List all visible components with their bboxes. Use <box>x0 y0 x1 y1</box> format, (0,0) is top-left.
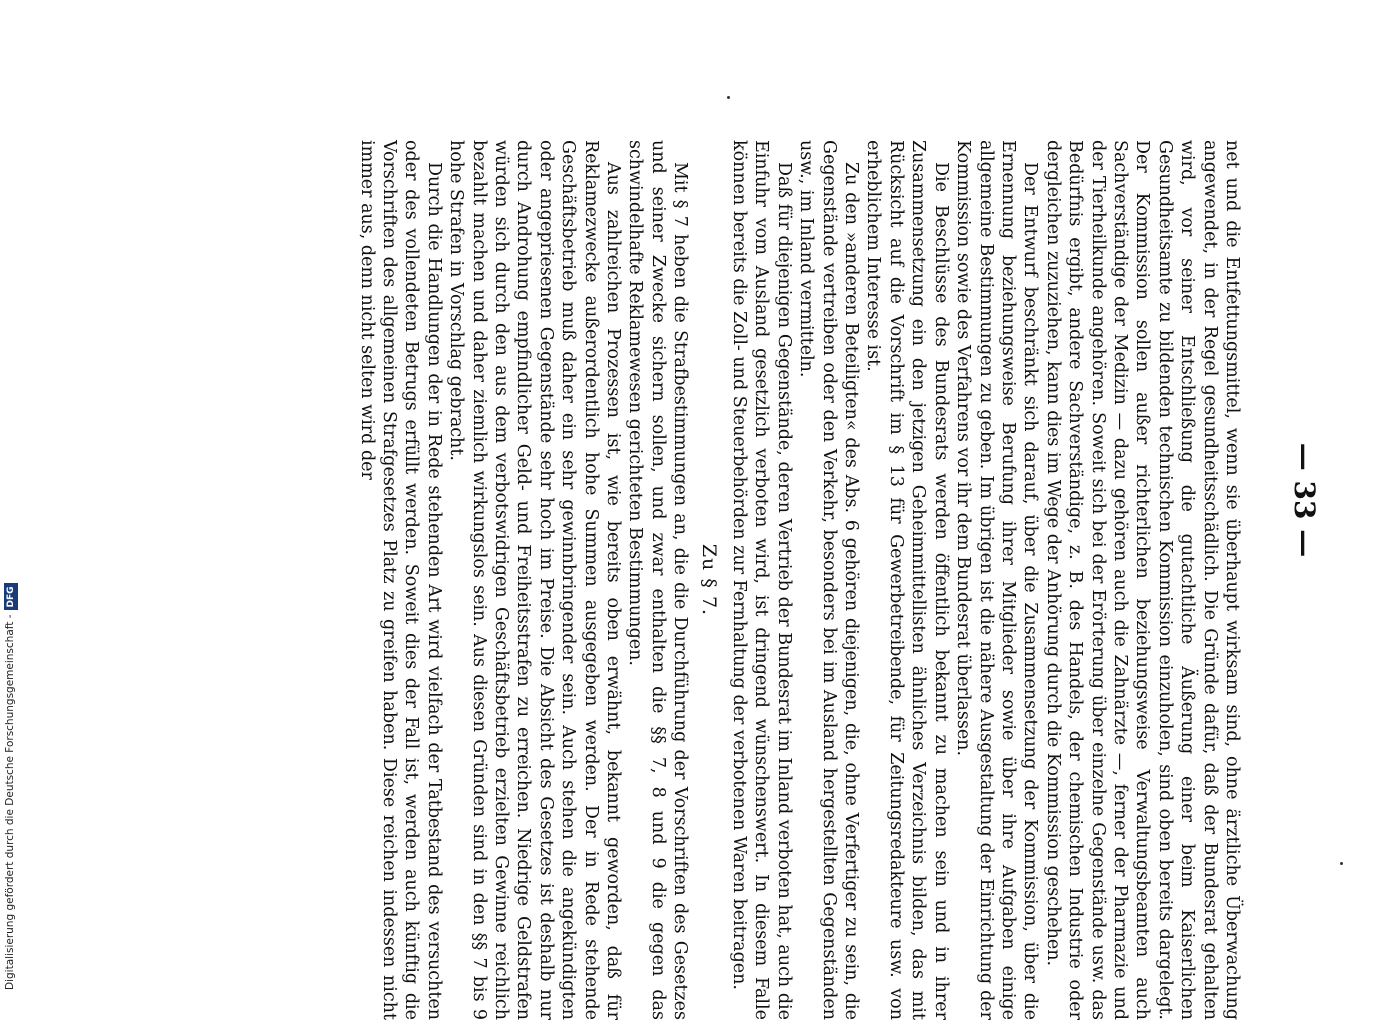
paragraph: net und die Entfettungsmittel, wenn sie überhaupt wirksam sind, ohne ärztliche Überwachung angewendet, in der Regel gesundheitsschädlich. Die Gründe dafür, daß der Bundesrat gehalten wird, vor seiner Entschließung die gutachtliche Äußerung einer beim Kaiserlichen Gesundheitsamte zu bildenden technischen Kommission einzuholen, sind oben bereits dargelegt. Der Kommission sollen außer richterlichen beziehungsweise Verwaltungsbeamten auch Sachverständige der Medizin — dazu gehören auch die Zahnärzte —, ferner der Pharmazie und der Tierheilkunde angehören. Soweit sich bei der Erörterung über einzelne Gegenstände usw. das Bedürfnis ergibt, andere Sachverständige, z. B. des Handels, der chemischen Industrie oder dergleichen zuzuziehen, kann dies im Wege der Anhörung durch die Kommission geschehen. <box>1042 140 1242 1020</box>
page-number: — 33 — <box>1288 442 1321 558</box>
scan-speck <box>727 96 730 99</box>
scan-speck <box>1340 862 1343 865</box>
paragraph: Mit § 7 heben die Strafbestimmungen an, die die Durchführung der Vorschriften des Gesetzes und seiner Zwecke sichern sollen, und zwar enthalten die §§ 7, 8 und 9 die gegen das schwindelhafte Reklamewesen gerichteten Bestimmungen. <box>625 140 691 1020</box>
paragraph: Zu den »anderen Beteiligten« des Abs. 6 gehören diejenigen, die, ohne Verfertiger zu sein, die Gegenstände vertreiben oder den Verkehr, besonders bei im Ausland hergestellten Gegenständen usw., im Inland vermitteln. <box>796 140 862 1020</box>
paragraph: Aus zahlreichen Prozessen ist, wie bereits oben erwähnt, bekannt geworden, daß für Reklamezwecke außerordentlich hohe Summen ausgegeben werden. Der in Rede stehende Geschäftsbetrieb muß daher ein sehr gewinnbringender sein. Auch stehen die angekündigten oder angepriesenen Gegenstände sehr hoch im Preise. Die Absicht des Gesetzes ist deshalb nur durch Androhung empfindlicher Geld- und Freiheitsstrafen zu erreichen. Niedrige Geldstrafen würden sich durch den aus dem verbotswidrigen Geschäftsbetrieb erzielten Gewinne reichlich bezahlt machen und daher ziemlich wirkungslos sein. Aus diesen Gründen sind in den §§ 7 bis 9 hohe Strafen in Vorschlag gebracht. <box>446 140 624 1020</box>
digitization-credit-text: Digitalisierung gefördert durch die Deutsche Forschungsgemeinschaft - <box>4 614 16 990</box>
paragraph: Die Beschlüsse des Bundesrats werden öffentlich bekannt zu machen sein und in ihrer Zusammensetzung ein den jetzigen Geheimmittellisten ähnliches Verzeichnis bilden, das mit Rücksicht auf die Vorschrift im § 13 für Gewerbetreibende, für Zeitungsredakteure usw. von erheblichem Interesse ist. <box>863 140 951 1020</box>
paragraph: Daß für diejenigen Gegenstände, deren Vertrieb der Bundesrat im Inland verboten hat, auch die Einfuhr vom Ausland gesetzlich verboten wird, ist dringend wünschenswert. In diesem Falle können bereits die Zoll- und Steuerbehörden zur Fernhaltung der verbotenen Waren beitragen. <box>729 140 794 1020</box>
paragraph: Der Entwurf beschränkt sich darauf, über die Zusammensetzung der Kommission, über die Ernennung beziehungsweise Berufung ihrer Mitglieder sowie über ihre Aufgaben einige allgemeine Bestimmungen zu geben. Im übrigen ist die nähere Ausgestaltung der Einrichtung der Kommission sowie des Verfahrens vor ihr dem Bundesrat überlassen. <box>953 140 1041 1020</box>
dfg-logo: DFG <box>4 583 18 610</box>
document-body <box>355 140 1243 1020</box>
section-heading: Zu § 7. <box>697 543 720 617</box>
digitization-credit <box>2 580 18 990</box>
paragraph: Durch die Handlungen der in Rede stehenden Art wird vielfach der Tatbestand des versuchten oder des vollendeten Betrugs erfüllt werden. Soweit dies der Fall ist, werden auch künftig die Vorschriften des allgemeinen Strafgesetzes Platz zu greifen haben. Diese reichen indessen nicht immer aus, denn nicht selten wird der <box>356 140 444 1020</box>
